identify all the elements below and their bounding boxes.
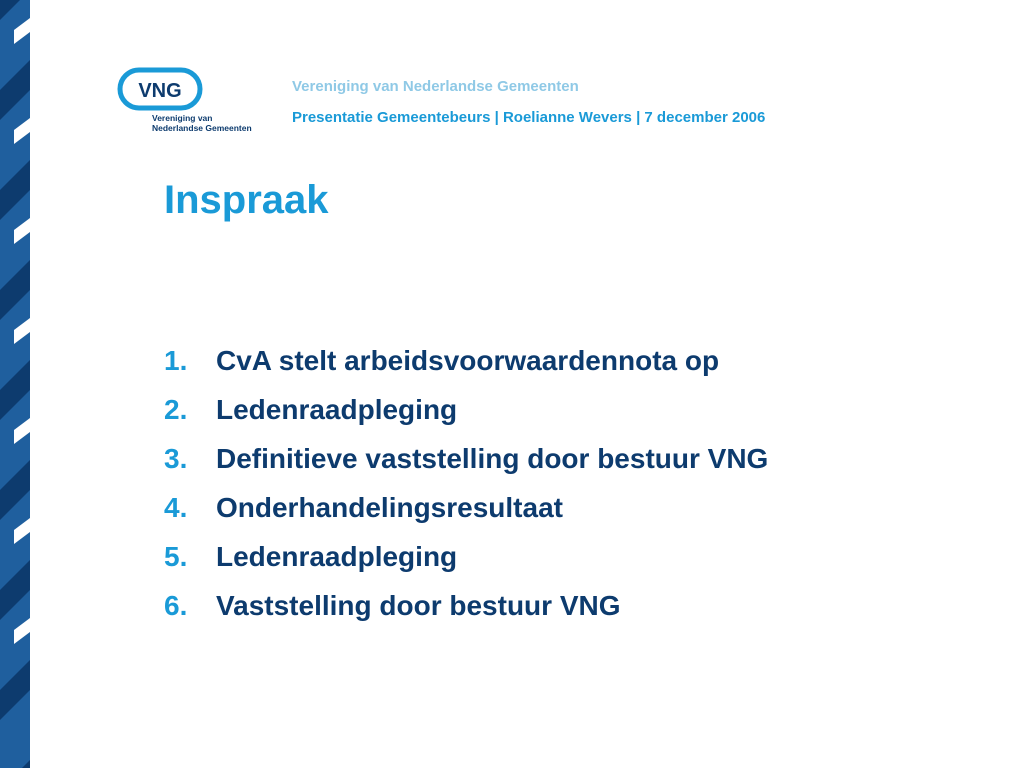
list-item-number: 3.	[164, 442, 188, 474]
header-org-name: Vereniging van Nederlandse Gemeenten	[292, 78, 579, 95]
list-item-number: 4.	[164, 491, 188, 523]
list-item	[164, 385, 768, 434]
logo-caption	[152, 113, 252, 133]
vng-logo-mark	[116, 66, 256, 112]
list-item	[164, 336, 768, 385]
left-decorative-band	[0, 0, 30, 768]
list-item	[164, 532, 768, 581]
list-item-number: 5.	[164, 540, 188, 572]
agenda-list	[164, 336, 768, 630]
list-item-text: Vaststelling door bestuur VNG	[216, 589, 621, 621]
slide-title: Inspraak	[164, 178, 329, 222]
list-item-text: CvA stelt arbeidsvoorwaardennota op	[216, 344, 720, 376]
logo-mark-text: VNG	[138, 80, 182, 102]
list-item-number: 2.	[164, 393, 188, 425]
header-presentation-info: Presentatie Gemeentebeurs | Roelianne Wevers | 7 december 2006	[292, 109, 766, 126]
list-item-text: Ledenraadpleging	[216, 540, 458, 572]
list-item-number: 1.	[164, 344, 188, 376]
list-item	[164, 434, 768, 483]
list-item-text: Definitieve vaststelling door bestuur VNG	[216, 442, 769, 474]
list-item	[164, 581, 768, 630]
list-item-number: 6.	[164, 589, 188, 621]
list-item-text: Ledenraadpleging	[216, 393, 458, 425]
logo-caption-line1: Vereniging van	[152, 113, 213, 123]
list-item	[164, 483, 768, 532]
logo-caption-line2: Nederlandse Gemeenten	[152, 123, 252, 133]
vng-logo	[116, 66, 256, 138]
list-item-text: Onderhandelingsresultaat	[216, 491, 563, 523]
